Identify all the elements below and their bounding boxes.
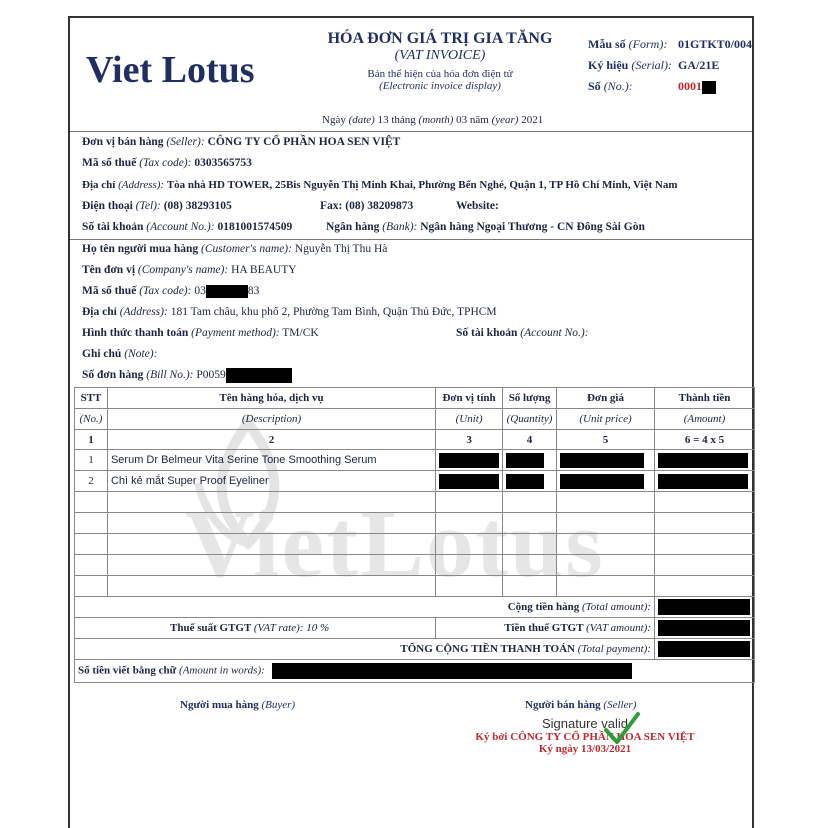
seller-tax-row: Mã số thuế (Tax code): 0303565753 <box>82 157 252 169</box>
buyer-company-row: Tên đơn vị (Company's name): HA BEAUTY <box>82 264 297 276</box>
amount-words-row: Số tiền viết bằng chữ (Amount in words): <box>75 660 755 683</box>
table-row-empty <box>75 534 755 555</box>
table-header-row: STT Tên hàng hóa, dịch vụ Đơn vị tính Số lượng Đơn giá Thành tiền <box>75 388 755 409</box>
seller-website-row: Website: <box>456 200 499 212</box>
date-line: Ngày (date) 13 tháng (month) 03 năm (year) 2021 <box>322 114 544 126</box>
signature-valid-text: Signature valid <box>542 716 628 731</box>
buyer-tax-row: Mã số thuế (Tax code): 03 83 <box>82 285 260 298</box>
display-note: Bản thể hiện của hóa đơn điện tử <box>367 68 513 80</box>
seller-signature-label: Người bán hàng (Seller) <box>525 699 637 711</box>
invoice-subtitle: (VAT INVOICE) <box>394 48 486 63</box>
buyer-note-row: Ghi chú (Note): <box>82 348 158 360</box>
redacted-block <box>226 368 292 383</box>
digital-signature <box>465 716 705 755</box>
serial-value: GA/21E <box>678 58 720 72</box>
table-row-empty <box>75 555 755 576</box>
buyer-bill-row: Số đơn hàng (Bill No.): P0059 <box>82 368 292 383</box>
brand-logo: Viet Lotus <box>86 49 255 91</box>
seller-address-row: Địa chỉ (Address): Tòa nhà HD TOWER, 25Bis Nguyễn Thị Minh Khai, Phường Bến Nghé, Quận 1, TP Hồ Chí Minh, Việt Nam <box>82 179 678 191</box>
vat-row: Thuế suất GTGT (VAT rate): 10 % Tiền thuế GTGT (VAT amount): <box>75 618 755 639</box>
seller-tel-row: Điện thoại (Tel): (08) 38293105 <box>82 200 232 212</box>
buyer-payment-row: Hình thức thanh toán (Payment method): TM/CK <box>82 327 319 339</box>
items-table <box>74 387 755 683</box>
buyer-signature-label: Người mua hàng (Buyer) <box>180 699 296 711</box>
seller-bank-row: Ngân hàng (Bank): Ngân hàng Ngoại Thương - CN Đông Sài Gòn <box>326 221 645 233</box>
total-amount-row: Cộng tiền hàng (Total amount): <box>75 597 755 618</box>
invoice-title: HÓA ĐƠN GIÁ TRỊ GIA TĂNG <box>327 30 553 47</box>
invoice-page <box>68 16 754 828</box>
seller-fax-row: Fax: (08) 38209873 <box>320 200 414 212</box>
signed-by-text: Ký bởi CÔNG TY CỔ PHẦN HOA SEN VIỆT <box>475 731 695 743</box>
table-row: 2 Chì kẻ mắt Super Proof Eyeliner <box>75 471 755 492</box>
table-row-empty <box>75 492 755 513</box>
seller-name-row: Đơn vị bán hàng (Seller): CÔNG TY CỔ PHẦN HOA SEN VIỆT <box>82 136 401 148</box>
table-row: 1 Serum Dr Belmeur Vita Serine Tone Smoothing Serum <box>75 450 755 471</box>
form-value: 01GTKT0/004 <box>678 37 753 51</box>
display-note-en: (Electronic invoice display) <box>379 80 501 92</box>
buyer-account-row: Số tài khoản (Account No.): <box>456 327 589 339</box>
table-row-empty <box>75 513 755 534</box>
redacted-block <box>206 285 248 298</box>
table-header-en-row: (No.) (Description) (Unit) (Quantity) (Unit price) (Amount) <box>75 409 755 430</box>
total-payment-row: TỔNG CỘNG TIỀN THANH TOÁN (Total payment): <box>75 639 755 660</box>
invoice-meta: Mẫu số (Form): 01GTKT0/004 Ký hiệu (Serial): GA/21E Số (No.): 0001 <box>588 34 672 97</box>
seller-account-row: Số tài khoản (Account No.): 0181001574509 <box>82 221 293 233</box>
invoice-number: 0001 <box>678 76 716 97</box>
watermark-text: VietLotus <box>185 490 605 597</box>
table-row-empty <box>75 576 755 597</box>
signed-date-text: Ký ngày 13/03/2021 <box>538 743 632 755</box>
check-icon <box>602 708 642 753</box>
buyer-name-row: Họ tên người mua hàng (Customer's name): Nguyễn Thị Thu Hà <box>82 243 388 255</box>
buyer-address-row: Địa chỉ (Address): 181 Tam châu, khu phố 2, Phường Tam Bình, Quận Thủ Đức, TPHCM <box>82 306 497 318</box>
table-column-numbers: 1 2 3 4 5 6 = 4 x 5 <box>75 430 755 450</box>
